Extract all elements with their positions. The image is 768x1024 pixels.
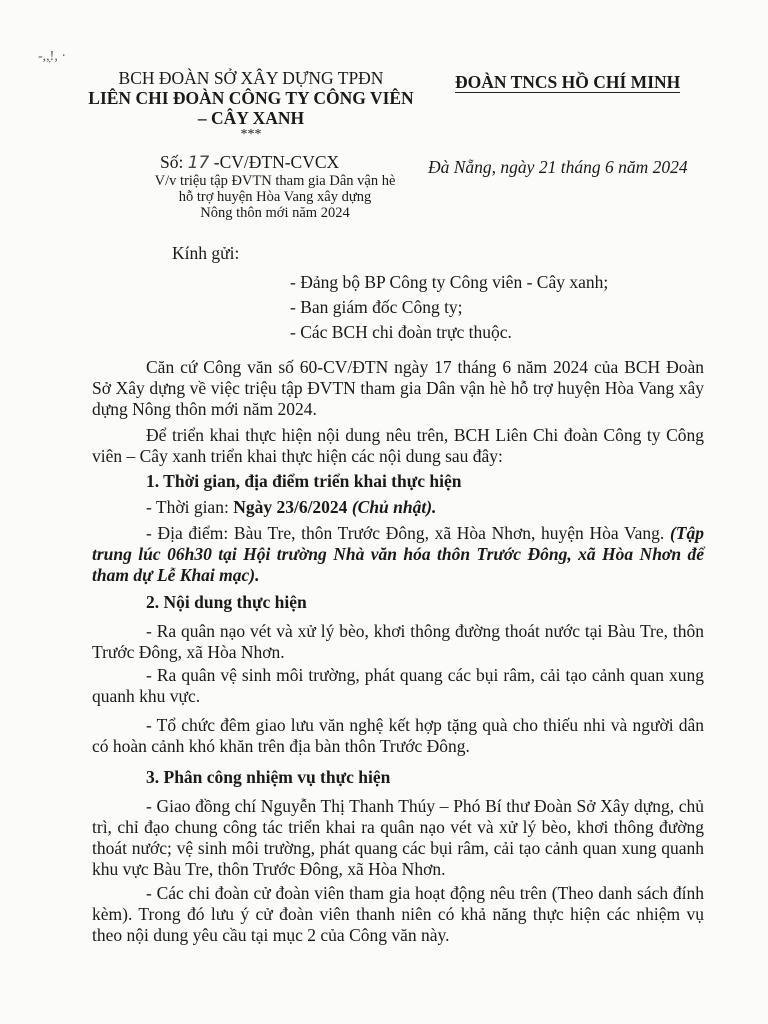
org-name-cont: – CÂY XANH	[197, 108, 305, 128]
recipient-item: - Ban giám đốc Công ty;	[290, 297, 463, 317]
time-value: Ngày 23/6/2024	[233, 497, 348, 517]
section-3-heading: 3. Phân công nhiệm vụ thực hiện	[146, 767, 391, 787]
content-item-2: - Ra quân vệ sinh môi trường, phát quang các bụi râm, cải tạo cảnh quan xung quanh khu vực.	[92, 665, 704, 706]
scan-corner-mark: -,,̣!, ·	[38, 49, 66, 64]
assignment-item-1: - Giao đồng chí Nguyễn Thị Thanh Thúy – Phó Bí thư Đoàn Sở Xây dựng, chủ trì, chỉ đạo chung công tác triển khai ra quân nạo vét và xử lý bèo, khơi thông đường thoát nước; vệ sinh môi trường, phát quang các bụi râm, cải tạo cảnh quan xung quanh khu vực Bàu Tre, thôn Trước Đông, xã Hòa Nhơn.	[92, 796, 704, 879]
subject	[130, 173, 420, 221]
paragraph-basis: Căn cứ Công văn số 60-CV/ĐTN ngày 17 tháng 6 năm 2024 của BCH Đoàn Sở Xây dựng về việc triệu tập ĐVTN tham gia Dân vận hè hỗ trợ huyện Hòa Vang xây dựng Nông thôn mới năm 2024.	[92, 357, 704, 419]
subject-line-1: V/v triệu tập ĐVTN tham gia Dân vận hè	[154, 173, 396, 189]
section-2-heading: 2. Nội dung thực hiện	[146, 592, 307, 612]
place-note: (Tập trung lúc 06h30 tại Hội trường Nhà văn hóa thôn Trước Đông, xã Hòa Nhơn để tham dự Lễ Khai mạc).	[92, 523, 704, 585]
doc-number-code: -CV/ĐTN-CVCX	[213, 152, 340, 172]
section-1-heading: 1. Thời gian, địa điểm triển khai thực hiện	[146, 471, 462, 491]
header-right-title	[455, 72, 680, 93]
recipient-item: - Đảng bộ BP Công ty Công viên - Cây xanh;	[290, 272, 609, 292]
time-line	[146, 497, 436, 518]
paragraph-intro: Để triển khai thực hiện nội dung nêu trên, BCH Liên Chi đoàn Công ty Công viên – Cây xanh triển khai thực hiện các nội dung sau đây:	[92, 425, 704, 466]
time-note: (Chủ nhật).	[347, 497, 437, 517]
content-item-1: - Ra quân nạo vét và xử lý bèo, khơi thông đường thoát nước tại Bàu Tre, thôn Trước Đông, xã Hòa Nhơn.	[92, 621, 704, 662]
assignment-item-2: - Các chi đoàn cử đoàn viên tham gia hoạt động nêu trên (Theo danh sách đính kèm). Trong đó lưu ý cử đoàn viên thanh niên có khả năng thực hiện các nhiệm vụ theo nội dung yêu cầu tại mục 2 của Công văn này.	[92, 883, 704, 945]
place-block	[92, 523, 704, 586]
doc-number-label: Số:	[160, 152, 184, 172]
subject-line-3: Nông thôn mới năm 2024	[200, 205, 350, 221]
date-line: Đà Nẵng, ngày 21 tháng 6 năm 2024	[428, 157, 688, 177]
recipients-heading: Kính gửi:	[172, 243, 240, 263]
recipients-list	[290, 270, 608, 345]
header-left	[86, 68, 416, 142]
place-text: - Địa điểm: Bàu Tre, thôn Trước Đông, xã Hòa Nhơn, huyện Hòa Vang.	[146, 523, 665, 543]
parent-org: BCH ĐOÀN SỞ XÂY DỰNG TPĐN	[118, 68, 384, 88]
doc-number	[160, 152, 339, 173]
org-name: LIÊN CHI ĐOÀN CÔNG TY CÔNG VIÊN	[88, 88, 414, 108]
stars-separator: ***	[240, 127, 262, 142]
subject-line-2: hỗ trợ huyện Hòa Vang xây dựng	[178, 189, 372, 205]
time-label: - Thời gian:	[146, 497, 234, 517]
recipient-item: - Các BCH chi đoàn trực thuộc.	[290, 322, 512, 342]
doc-number-handwritten: 17	[187, 153, 210, 173]
union-title: ĐOÀN TNCS HỒ CHÍ MINH	[455, 72, 681, 92]
content-item-3: - Tổ chức đêm giao lưu văn nghệ kết hợp tặng quà cho thiếu nhi và người dân có hoàn cảnh khó khăn trên địa bàn thôn Trước Đông.	[92, 715, 704, 756]
